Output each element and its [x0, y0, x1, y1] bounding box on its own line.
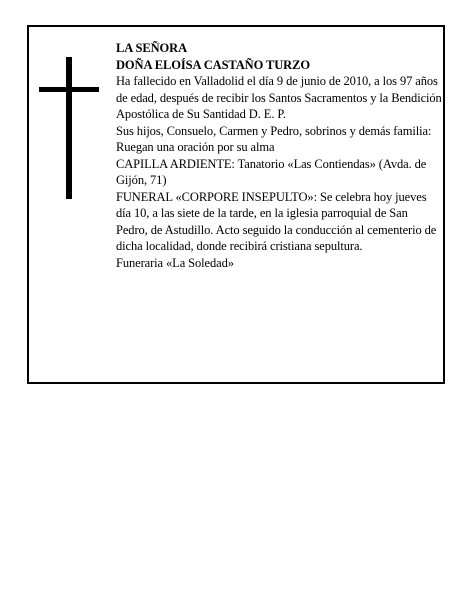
notice-title: LA SEÑORA: [116, 41, 187, 55]
obituary-notice: [27, 25, 445, 384]
funeral-info: FUNERAL «CORPORE INSEPULTO»: Se celebra hoy jueves día 10, a las siete de la tarde, en la iglesia parroquial de San Pedro, de Astudillo. Acto seguido la conducción al cementerio de dicha localidad, donde recibirá cristiana sepultura.: [116, 189, 437, 253]
family-text: Sus hijos, Consuelo, Carmen y Pedro, sobrinos y demás familia:: [116, 123, 432, 138]
prayer-request: Ruegan una oración por su alma: [116, 140, 275, 154]
deceased-name: DOÑA ELOÍSA CASTAÑO TURZO: [116, 57, 310, 72]
death-announcement: Ha fallecido en Valladolid el día 9 de junio de 2010, a los 97 años de edad, después de recibir los Santos Sacramentos y la Bendición Apostólica de Su Santidad D. E. P.: [116, 74, 442, 121]
notice-text: [116, 40, 442, 271]
cross-icon: [39, 57, 99, 199]
cross-vertical-bar: [66, 57, 72, 199]
funeral-home: Funeraria «La Soledad»: [116, 255, 234, 270]
cross-horizontal-bar: [39, 87, 99, 92]
chapel-info: CAPILLA ARDIENTE: Tanatorio «Las Contiendas» (Avda. de Gijón, 71): [116, 156, 427, 187]
